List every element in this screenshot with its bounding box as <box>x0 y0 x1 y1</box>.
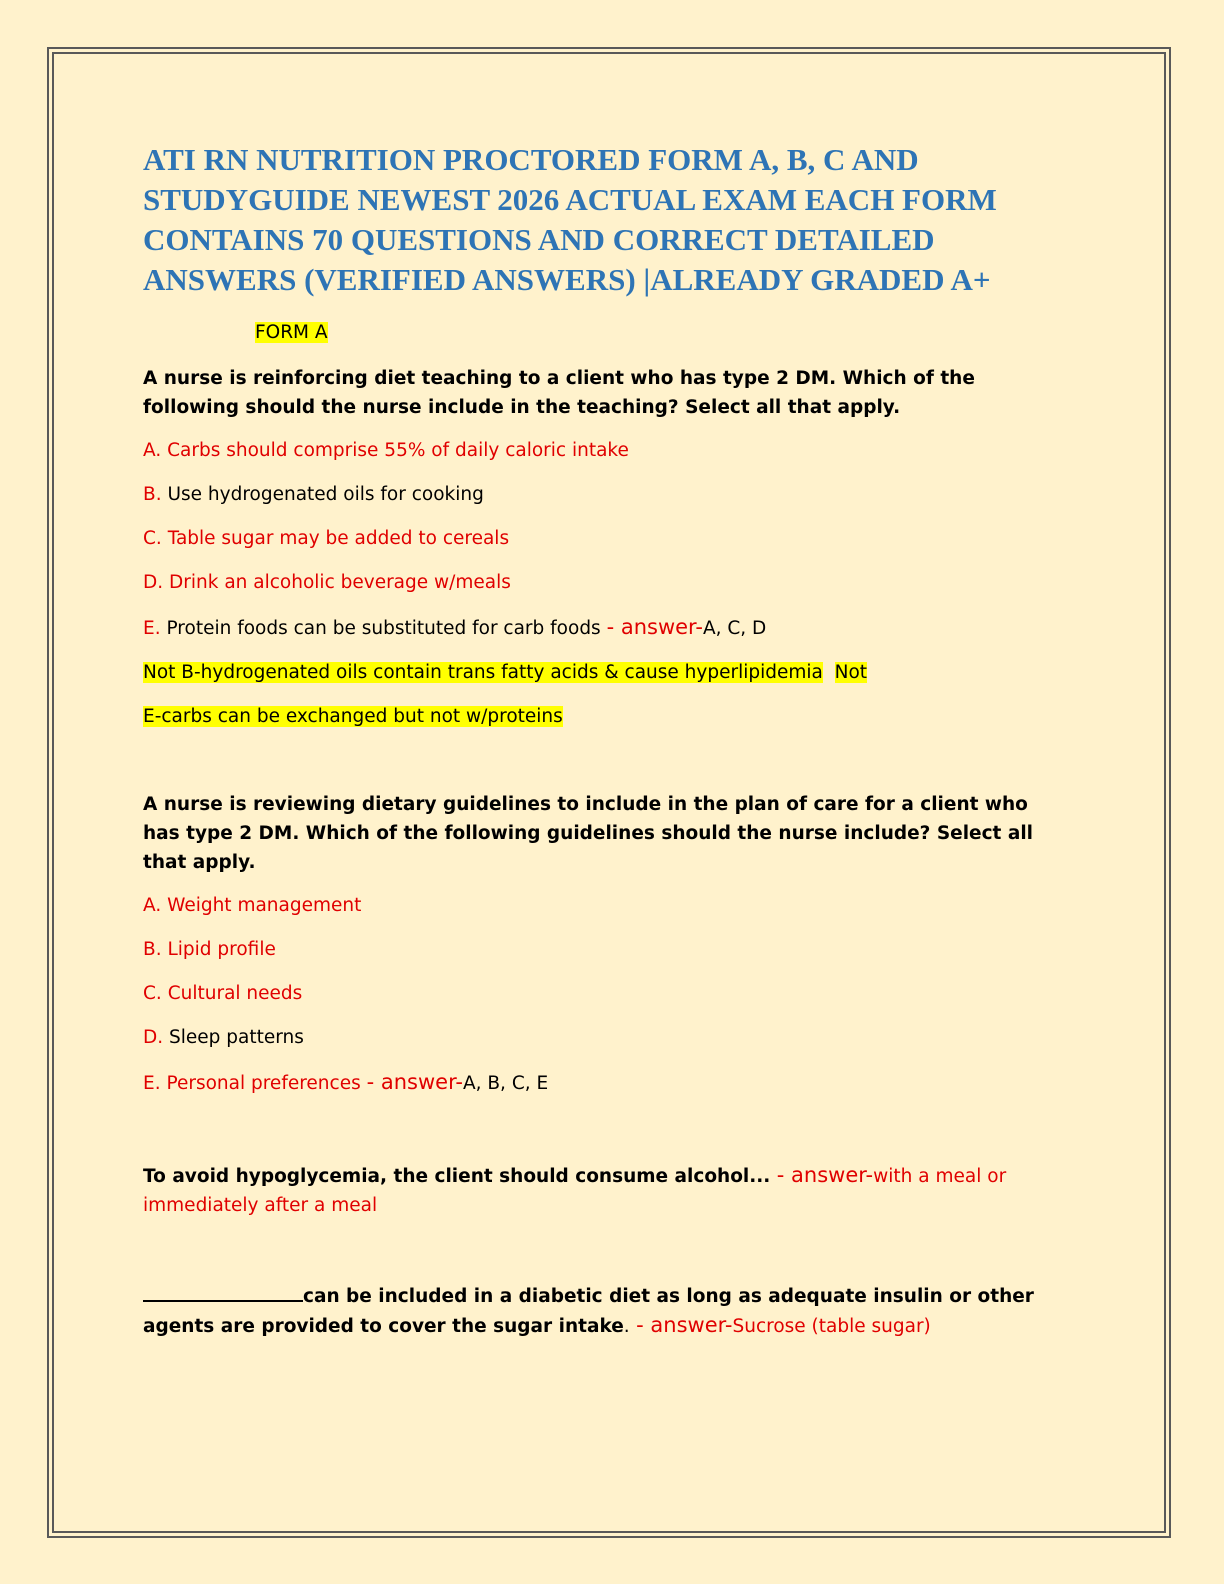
q1-option-e: E. Protein foods can be substituted for carb foods - answer-A, C, D <box>143 615 767 639</box>
document-content <box>143 140 1063 1341</box>
q2-option-e: E. Personal preferences - answer-A, B, C, E <box>143 1070 549 1094</box>
q2-option-c: C. Cultural needs <box>143 983 303 1004</box>
form-label-text: FORM A <box>255 322 328 343</box>
q2-option-b: B. Lipid profile <box>143 939 276 960</box>
answer-tag: - answer- <box>606 615 703 639</box>
q1-rationale-1: Not B-hydrogenated oils contain trans fatty acids & cause hyperlipidemia Not <box>143 662 868 683</box>
q1-option-d: D. Drink an alcoholic beverage w/meals <box>143 572 511 593</box>
q2-answer: A, B, C, E <box>462 1073 549 1094</box>
q1-option-c: C. Table sugar may be added to cereals <box>143 528 510 549</box>
q1-answer: A, C, D <box>702 618 767 639</box>
q2-option-a: A. Weight management <box>143 895 362 916</box>
q1-rationale-2: E-carbs can be exchanged but not w/proteins <box>143 706 563 727</box>
q3-answer: with a meal or immediately after a meal <box>143 1166 1007 1216</box>
answer-tag: - answer- <box>776 1163 874 1187</box>
q1-option-b: B. Use hydrogenated oils for cooking <box>143 484 484 505</box>
answer-tag: - answer- <box>636 1313 733 1337</box>
document-title: ATI RN NUTRITION PROCTORED FORM A, B, C AND STUDYGUIDE NEWEST 2026 ACTUAL EXAM EACH FORM CONTAINS 70 QUESTIONS AND CORRECT DETAILED ANSWERS (VERIFIED ANSWERS) |ALREADY GRADED A+ <box>143 142 997 297</box>
question-2: A nurse is reviewing dietary guidelines to include in the plan of care for a client who has type 2 DM. Which of the following guidelines should the nurse include? Select all that apply. <box>143 794 1033 873</box>
fill-in-blank <box>143 1282 303 1302</box>
q1-option-a: A. Carbs should comprise 55% of daily caloric intake <box>143 440 629 461</box>
question-4: can be included in a diabetic diet as long as adequate insulin or other agents are provided to cover the sugar intake. - answer-Sucrose (table sugar) <box>143 1282 1063 1341</box>
answer-tag: - answer- <box>366 1070 463 1094</box>
question-1: A nurse is reinforcing diet teaching to a client who has type 2 DM. Which of the following should the nurse include in the teaching? Select all that apply. <box>143 368 975 418</box>
question-3: To avoid hypoglycemia, the client should consume alcohol... - answer-with a meal or immediately after a meal <box>143 1163 1007 1216</box>
form-label <box>255 320 1063 346</box>
q4-answer: Sucrose (table sugar) <box>732 1316 931 1337</box>
q2-option-d: D. Sleep patterns <box>143 1027 304 1048</box>
